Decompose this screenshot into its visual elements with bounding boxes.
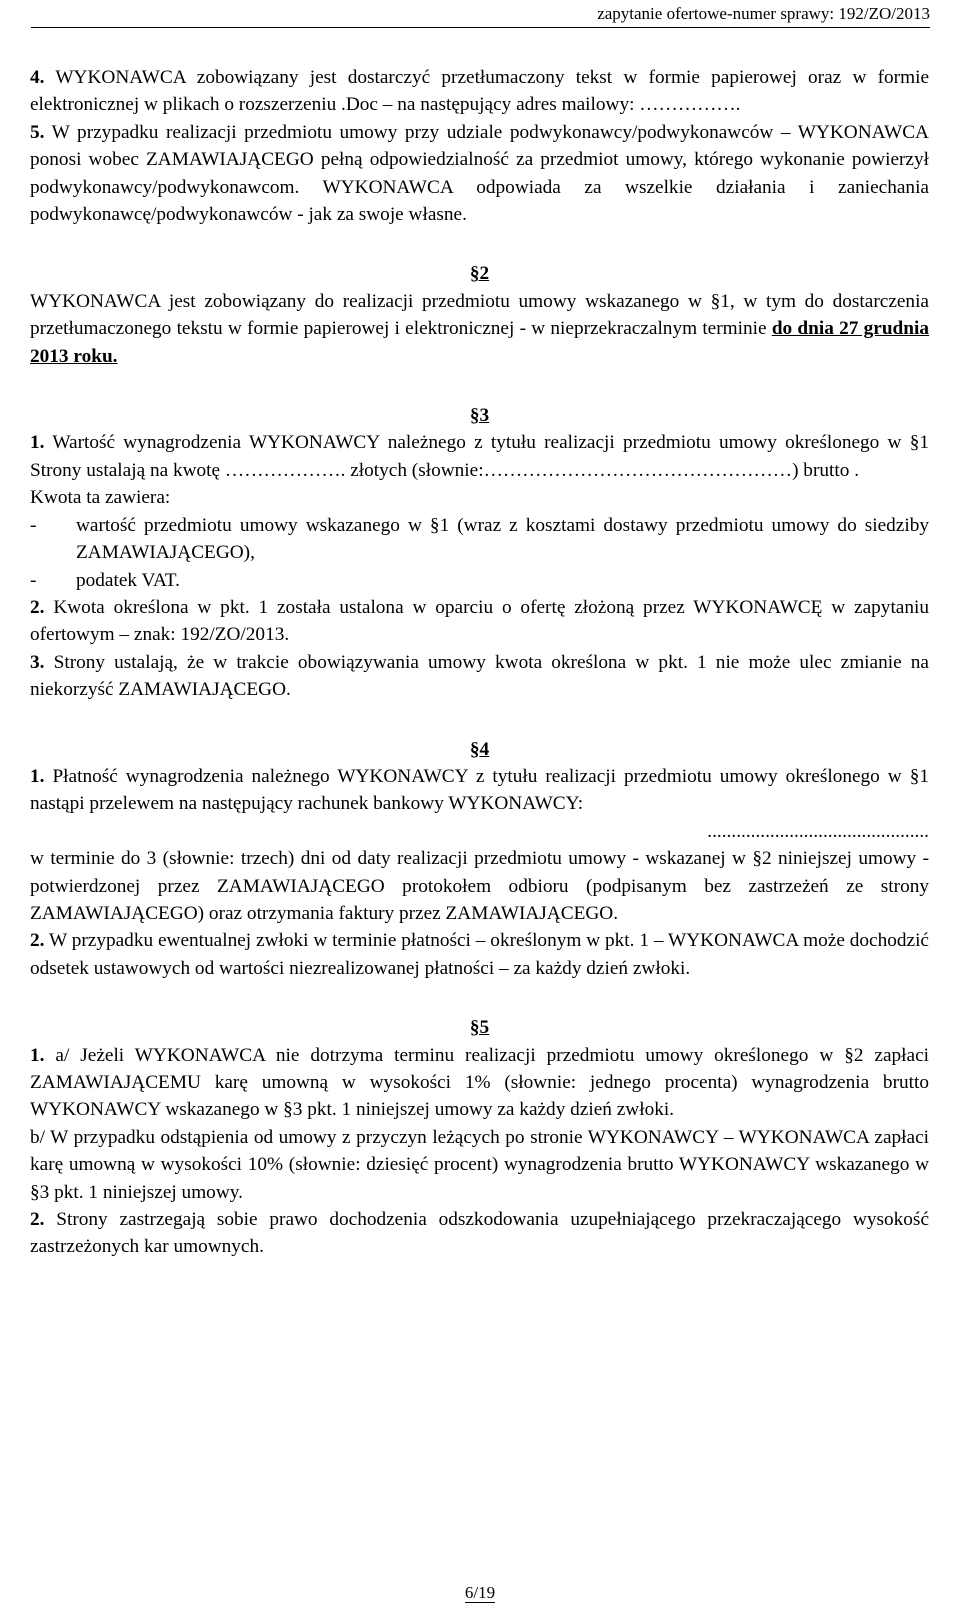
section-title-2: §2 <box>469 263 490 285</box>
section-5-point-1b: b/ W przypadku odstąpienia od umowy z przyczyn leżących po stronie WYKONAWCY – WYKONAWCA zapłaci karę umowną w wysokości 10% (słownie: dziesięć procent) wynagrodzenia brutto WYKONAWCY wskazanego w §3 pkt. 1 niniejszej umowy. <box>30 1126 929 1203</box>
section-5-point-2 <box>30 1206 929 1261</box>
section-title-3: §3 <box>469 405 490 427</box>
point-number: 1. <box>30 1044 45 1066</box>
bank-account-placeholder: .............................................. <box>707 820 929 842</box>
section-2-body: WYKONAWCA jest zobowiązany do realizacji przedmiotu umowy wskazanego w §1, w tym do dostarczenia przetłumaczonego tekstu w formie papierowej i elektronicznej - w nieprzekraczalnym terminie <box>30 290 929 340</box>
section-3-point-2 <box>30 594 929 649</box>
section-2-text <box>30 288 929 370</box>
point-text: Strony zastrzegają sobie prawo dochodzenia odszkodowania uzupełniającego przekraczającego wysokość zastrzeżonych kar umownych. <box>30 1209 929 1258</box>
point-text: Wartość wynagrodzenia WYKONAWCY należnego z tytułu realizacji przedmiotu umowy określonego w §1 Strony ustalają na kwotę ………………. złotych (słownie:…………………………………………) brutto . <box>30 432 929 481</box>
section-4-point-1-continued: w terminie do 3 (słownie: trzech) dni od daty realizacji przedmiotu umowy - wskazanej w §2 niniejszej umowy - potwierdzonej przez ZAMAWIAJĄCEGO protokołem odbioru (podpisanym bez zastrzeżeń ze strony ZAMAWIAJĄCEGO) oraz otrzymania faktury przez ZAMAWIAJĄCEGO. <box>30 848 929 924</box>
point-text: W przypadku ewentualnej zwłoki w terminie płatności – określonym w pkt. 1 – WYKONAWCA może dochodzić odsetek ustawowych od wartości niezrealizowanej płatności – za każdy dzień zwłoki. <box>30 930 929 979</box>
section-3-point-1 <box>30 429 929 484</box>
point-number: 3. <box>30 651 45 673</box>
point-number: 2. <box>30 596 45 618</box>
page-number: 6/19 <box>464 1583 496 1602</box>
section-5-point-1a <box>30 1042 929 1124</box>
deadline-text: do dnia 27 grudnia 2013 roku. <box>30 318 929 367</box>
point-text: Strony ustalają, że w trakcie obowiązywania umowy kwota określona w pkt. 1 nie może ulec zmianie na niekorzyść ZAMAWIAJĄCEGO. <box>30 651 929 701</box>
point-text: Kwota określona w pkt. 1 została ustalona w oparciu o ofertę złożoną przez WYKONAWCĘ w zapytaniu ofertowym – znak: 192/ZO/2013. <box>30 596 929 646</box>
section-title-5: §5 <box>469 1017 490 1039</box>
point-number: 1. <box>30 765 45 787</box>
point-text: a/ Jeżeli WYKONAWCA nie dotrzyma terminu realizacji przedmiotu umowy określonego w §2 zapłaci ZAMAWIAJĄCEMU karę umowną w wysokości 1% (słownie: jednego procenta) wynagrodzenia brutto WYKONAWCY wskazanego w §3 pkt. 1 niniejszej umowy za każdy dzień zwłoki. <box>30 1044 929 1121</box>
section-title-4: §4 <box>469 738 490 760</box>
header-text: zapytanie ofertowe-numer sprawy: 192/ZO/2013 <box>597 4 930 23</box>
paragraph-text: WYKONAWCA zobowiązany jest dostarczyć przetłumaczony tekst w formie papierowej oraz w formie elektronicznej w plikach o rozszerzeniu .Doc – na następujący adres mailowy: ……………. <box>30 67 929 116</box>
page-footer <box>0 1583 960 1603</box>
point-text: Płatność wynagrodzenia należnego WYKONAWCY z tytułu realizacji przedmiotu umowy określonego w §1 nastąpi przelewem na następujący rachunek bankowy WYKONAWCY: <box>30 765 929 815</box>
paragraph-5 <box>30 119 929 229</box>
document-body <box>30 64 929 1261</box>
includes-list <box>30 512 929 594</box>
paragraph-number: 5. <box>30 121 45 143</box>
section-4-point-2 <box>30 927 929 982</box>
section-3-point-3 <box>30 649 929 704</box>
paragraph-number: 4. <box>30 67 45 88</box>
paragraph-text: W przypadku realizacji przedmiotu umowy przy udziale podwykonawcy/podwykonawców – WYKONAWCA ponosi wobec ZAMAWIAJĄCEGO pełną odpowiedzialność za przedmiot umowy, którego wykonanie powierzył podwykonawcy/podwykonawcom. WYKONAWCA odpowiada za wszelkie działania i zaniechania podwykonawcę/podwykonawców - jak za swoje własne. <box>30 121 929 226</box>
section-4-point-1 <box>30 763 929 818</box>
page-header <box>31 4 930 28</box>
point-number: 2. <box>30 930 45 952</box>
point-number: 2. <box>30 1209 45 1231</box>
list-item-text: podatek VAT. <box>76 569 180 591</box>
list-item-text: wartość przedmiotu umowy wskazanego w §1 (wraz z kosztami dostawy przedmiotu umowy do siedziby ZAMAWIAJĄCEGO), <box>76 514 929 564</box>
includes-label: Kwota ta zawiera: <box>30 487 171 509</box>
paragraph-4 <box>30 64 929 119</box>
list-item: - podatek VAT. <box>30 569 180 591</box>
point-number: 1. <box>30 432 45 454</box>
list-item: - wartość przedmiotu umowy wskazanego w §1 (wraz z kosztami dostawy przedmiotu umowy do siedziby ZAMAWIAJĄCEGO), <box>30 514 929 564</box>
